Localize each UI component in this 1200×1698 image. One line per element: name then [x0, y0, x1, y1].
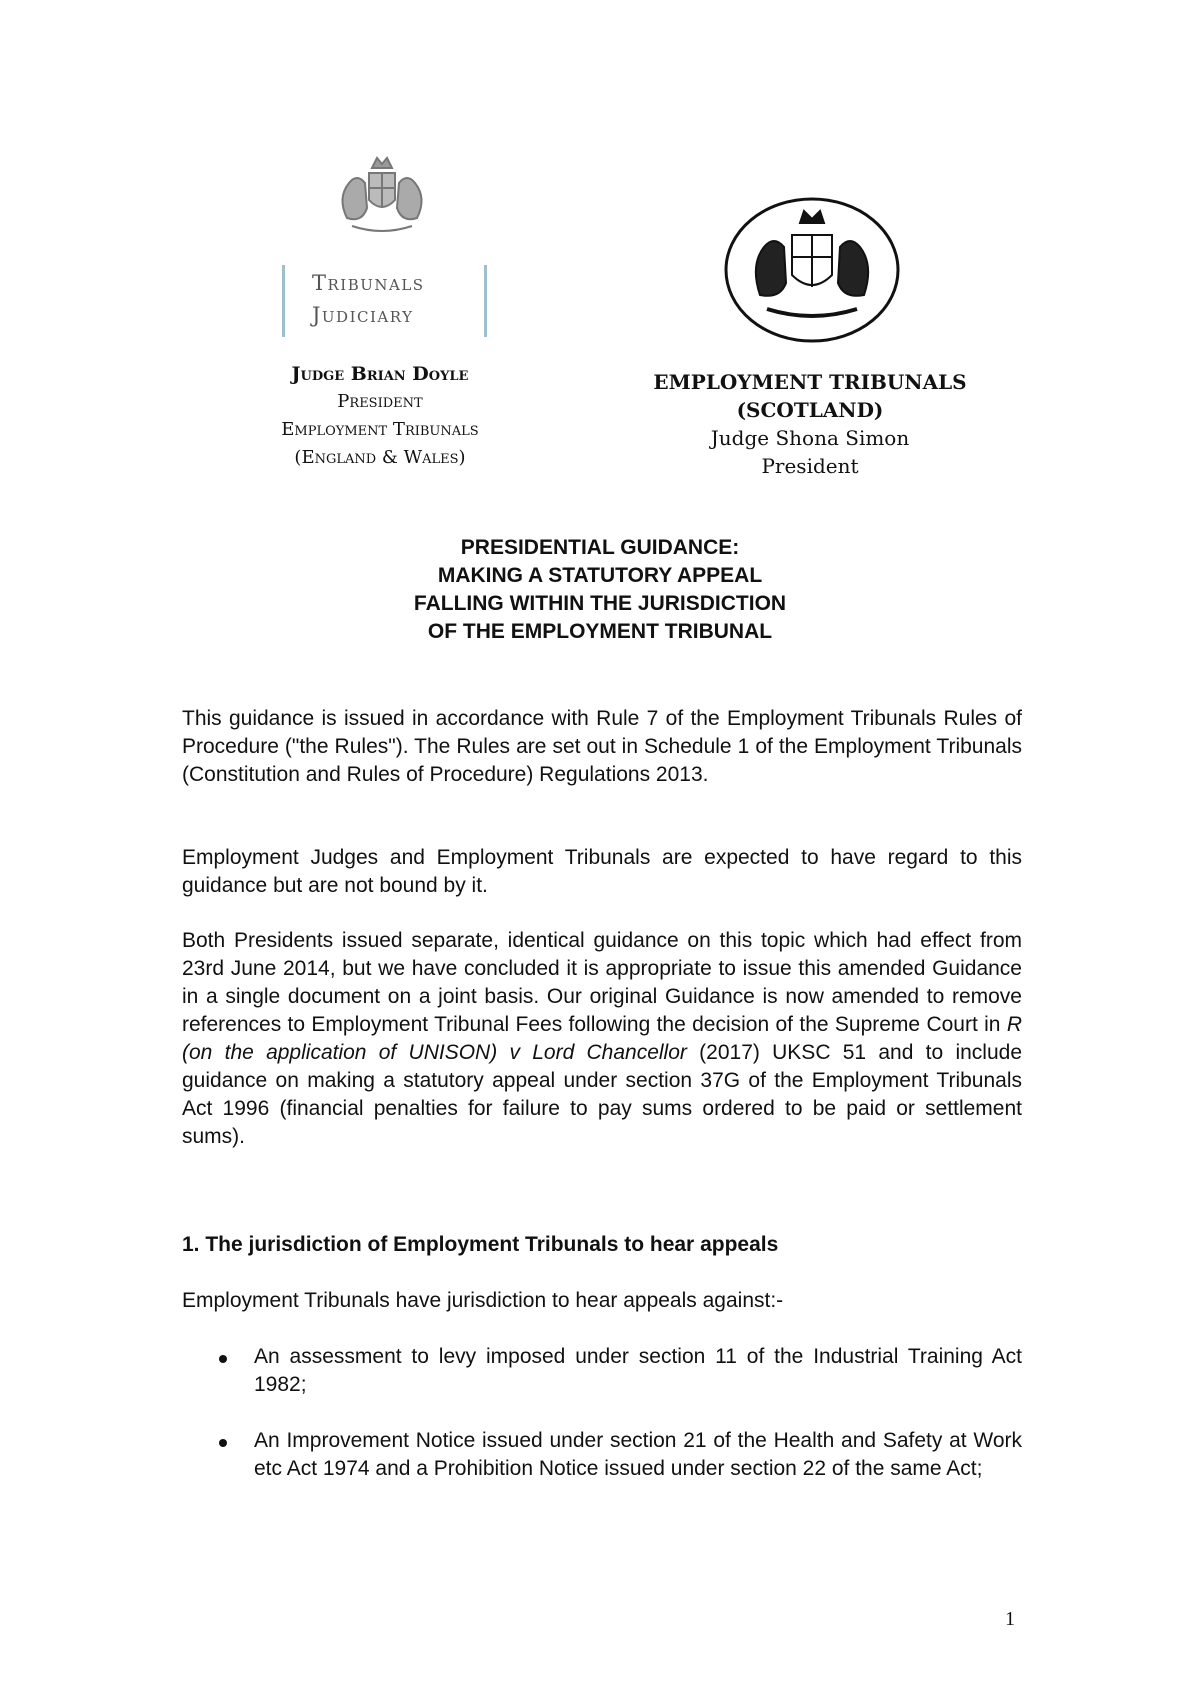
- logo-bar-right: [484, 265, 487, 337]
- right-title-line-1: EMPLOYMENT TRIBUNALS: [653, 370, 967, 394]
- title-line-1: PRESIDENTIAL GUIDANCE:: [460, 536, 740, 559]
- bullet-icon: [219, 1439, 227, 1447]
- right-header-block: [620, 368, 1000, 480]
- document-title: [300, 534, 900, 646]
- list-item-text: An assessment to levy imposed under section 11 of the Industrial Training Act 1982;: [254, 1345, 1022, 1396]
- tribunal-body-left: Employment Tribunals: [281, 419, 479, 440]
- tribunals-judiciary-logo: [282, 265, 487, 337]
- section-1-intro: Employment Tribunals have jurisdiction to hear appeals against:-: [182, 1289, 784, 1312]
- list-item: [182, 1427, 1022, 1483]
- president-name-right: Judge Shona Simon: [710, 426, 910, 450]
- right-title-line-2: (SCOTLAND): [736, 398, 884, 422]
- paragraph-2: Employment Judges and Employment Tribunals are expected to have regard to this guidance but are not bound by it.: [182, 846, 1022, 897]
- list-item-text: An Improvement Notice issued under section 21 of the Health and Safety at Work etc Act 1974 and a Prohibition Notice issued under section 22 of the same Act;: [254, 1429, 1022, 1480]
- list-item: [182, 1343, 1022, 1399]
- title-line-4: OF THE EMPLOYMENT TRIBUNAL: [427, 620, 773, 643]
- title-line-3: FALLING WITHIN THE JURISDICTION: [413, 592, 787, 615]
- royal-arms-crest-left: [327, 148, 437, 238]
- president-role-left: President: [337, 391, 423, 412]
- paragraph-3-part-a: Both Presidents issued separate, identical guidance on this topic which had effect from 23rd June 2014, but we have concluded it is appropriate to issue this amended Guidance in a single document on a joint basis. Our original Guidance is now amended to remove references to Employment Tribunal Fees following the decision of the Supreme Court in: [182, 929, 1022, 1036]
- bullet-icon: [219, 1355, 227, 1363]
- left-header-block: [230, 360, 530, 472]
- paragraph-3: [182, 927, 1022, 1151]
- section-1-heading: 1. The jurisdiction of Employment Tribunals to hear appeals: [182, 1233, 779, 1256]
- title-line-2: MAKING A STATUTORY APPEAL: [437, 564, 763, 587]
- paragraph-1: This guidance is issued in accordance with Rule 7 of the Employment Tribunals Rules of Procedure ("the Rules"). The Rules are set out in Schedule 1 of the Employment Tribunals (Constitution and Rules of Procedure) Regulations 2013.: [182, 707, 1022, 786]
- case-citation: R (on the application of UNISON) v Lord Chancellor: [182, 1013, 1022, 1064]
- logo-bar-left: [282, 265, 285, 337]
- royal-arms-crest-right: [722, 195, 902, 345]
- logo-line-1: Tribunals: [312, 271, 425, 295]
- page-number: 1: [1005, 1608, 1015, 1630]
- logo-line-2: Judiciary: [312, 303, 414, 327]
- president-role-right: President: [761, 454, 859, 478]
- president-name-left: Judge Brian Doyle: [291, 363, 469, 385]
- paragraph-3-part-b: (2017) UKSC 51 and to include guidance on making a statutory appeal under section 37G of the Employment Tribunals Act 1996 (financial penalties for failure to pay sums ordered to be paid or settlement sums).: [182, 1041, 1023, 1148]
- tribunal-region-left: (England & Wales): [294, 447, 466, 468]
